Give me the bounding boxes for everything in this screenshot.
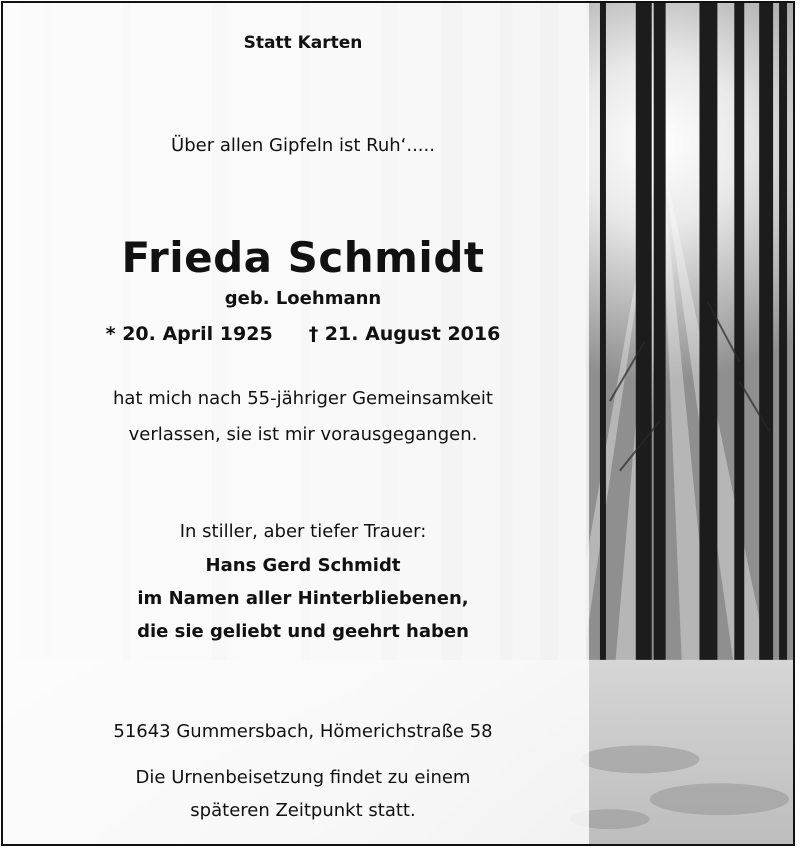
mourning-line: die sie geliebt und geehrt haben bbox=[137, 621, 469, 642]
header-text: Statt Karten bbox=[243, 33, 363, 53]
maiden-name: geb. Loehmann bbox=[224, 288, 382, 309]
life-dates bbox=[3, 323, 603, 345]
address: 51643 Gummersbach, Hömerichstraße 58 bbox=[113, 721, 493, 742]
mourner-name: Hans Gerd Schmidt bbox=[205, 555, 401, 576]
birth-date: * 20. April 1925 bbox=[105, 323, 273, 345]
poem-quote: Über allen Gipfeln ist Ruh‘..... bbox=[171, 135, 435, 156]
burial-note: späteren Zeitpunkt statt. bbox=[190, 800, 416, 821]
message-line: hat mich nach 55-jähriger Gemeinsamkeit bbox=[112, 388, 493, 409]
message-line: verlassen, sie ist mir vorausgegangen. bbox=[128, 424, 478, 445]
deceased-name: Frieda Schmidt bbox=[121, 233, 485, 282]
mourning-line: In stiller, aber tiefer Trauer: bbox=[179, 521, 427, 542]
burial-note: Die Urnenbeisetzung findet zu einem bbox=[135, 767, 471, 788]
obituary-card bbox=[1, 1, 795, 846]
obituary-text bbox=[3, 3, 603, 844]
mourning-line: im Namen aller Hinterbliebenen, bbox=[137, 588, 469, 609]
death-date: † 21. August 2016 bbox=[308, 323, 501, 345]
